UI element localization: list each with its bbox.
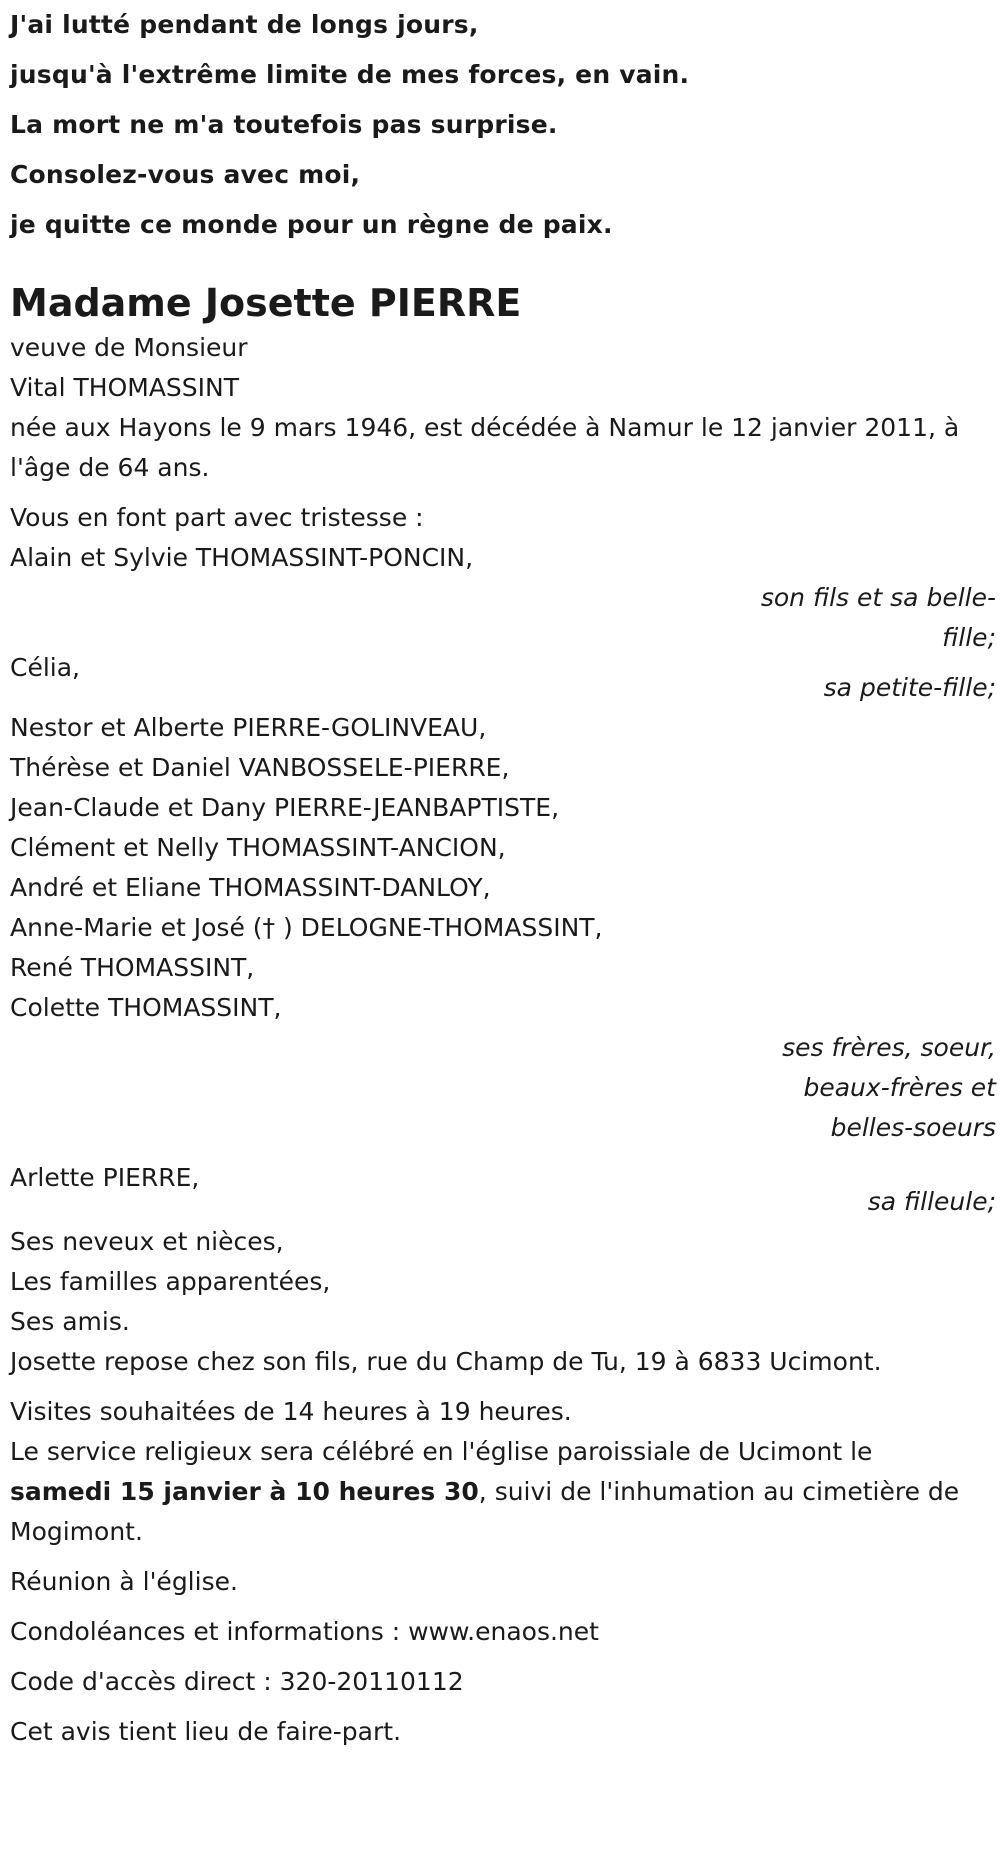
family-relation: son fils et sa belle- [760, 583, 996, 612]
poem [10, 0, 996, 250]
family-relation: sa petite-fille; [823, 673, 996, 702]
poem-line: je quitte ce monde pour un règne de paix. [10, 210, 613, 239]
poem-line: jusqu'à l'extrême limite de mes forces, en vain. [10, 60, 690, 89]
family-name: René THOMASSINT, [10, 953, 255, 982]
family-others [10, 1222, 996, 1342]
poem-line: J'ai lutté pendant de longs jours, [10, 10, 479, 39]
family-name: Anne-Marie et José († ) DELOGNE-THOMASSINT, [10, 913, 603, 942]
family-name: Alain et Sylvie THOMASSINT-PONCIN, [10, 543, 474, 572]
widow-of [10, 328, 996, 408]
family-name: Ses amis. [10, 1307, 130, 1336]
family-granddaughter [10, 648, 996, 708]
birth-death-line: l'âge de 64 ans. [10, 453, 210, 482]
family-name: Nestor et Alberte PIERRE-GOLINVEAU, [10, 713, 487, 742]
family-name: Célia, [10, 653, 80, 682]
family-relation: sa filleule; [867, 1187, 996, 1216]
birth-death-line: née aux Hayons le 9 mars 1946, est décédée à Namur le 12 janvier 2011, à [10, 413, 960, 442]
family-son [10, 538, 996, 658]
family-goddaughter [10, 1158, 996, 1222]
family-relation: beaux-frères et [803, 1073, 996, 1102]
widow-line: Vital THOMASSINT [10, 373, 240, 402]
service-rest: , suivi de l'inhumation au cimetière de [478, 1477, 960, 1506]
notice: Cet avis tient lieu de faire-part. [10, 1717, 402, 1746]
condolences-info: Condoléances et informations : www.enaos.net [10, 1617, 599, 1646]
rest-location: Josette repose chez son fils, rue du Champ de Tu, 19 à 6833 Ucimont. [10, 1347, 882, 1376]
service-info [10, 1432, 996, 1552]
obituary-content [10, 0, 996, 1752]
announcement: Vous en font part avec tristesse : [10, 503, 424, 532]
family-name: Colette THOMASSINT, [10, 993, 282, 1022]
family-name: Les familles apparentées, [10, 1267, 331, 1296]
family-relation: fille; [942, 623, 996, 652]
service-line [10, 1472, 996, 1512]
family-relation: belles-soeurs [830, 1113, 996, 1142]
family-siblings [10, 708, 996, 1148]
meeting-place: Réunion à l'église. [10, 1567, 238, 1596]
family-name: Clément et Nelly THOMASSINT-ANCION, [10, 833, 506, 862]
family-name: André et Eliane THOMASSINT-DANLOY, [10, 873, 491, 902]
poem-line: Consolez-vous avec moi, [10, 160, 361, 189]
widow-line: veuve de Monsieur [10, 333, 248, 362]
family-name: Jean-Claude et Dany PIERRE-JEANBAPTISTE, [10, 793, 560, 822]
service-line: Le service religieux sera célébré en l'église paroissiale de Ucimont le [10, 1437, 873, 1466]
access-code: Code d'accès direct : 320-20110112 [10, 1667, 464, 1696]
visiting-hours: Visites souhaitées de 14 heures à 19 heures. [10, 1397, 572, 1426]
poem-line: La mort ne m'a toutefois pas surprise. [10, 110, 558, 139]
deceased-name: Madame Josette PIERRE [10, 281, 522, 325]
family-name: Arlette PIERRE, [10, 1163, 200, 1192]
service-datetime: samedi 15 janvier à 10 heures 30 [10, 1477, 479, 1506]
family-relation: ses frères, soeur, [782, 1033, 996, 1062]
family-name: Ses neveux et nièces, [10, 1227, 284, 1256]
family-name: Thérèse et Daniel VANBOSSELE-PIERRE, [10, 753, 510, 782]
service-line: Mogimont. [10, 1517, 143, 1546]
birth-death-info [10, 408, 996, 488]
practical-details [10, 1342, 996, 1752]
